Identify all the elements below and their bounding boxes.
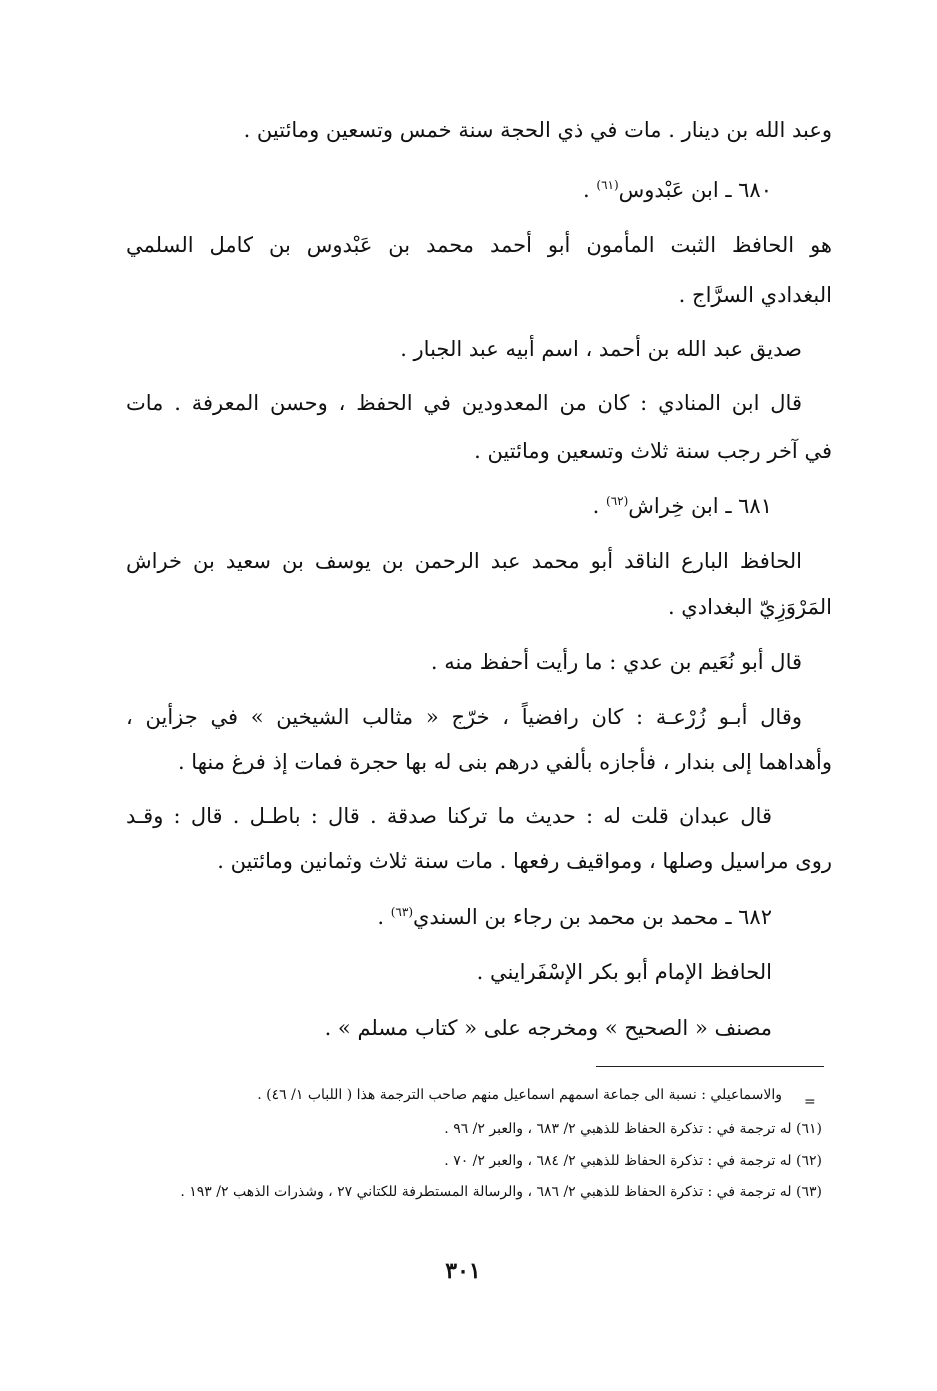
entry-title: ٦٨٢ ـ محمد بن محمد بن رجاء بن السندي xyxy=(413,905,772,929)
entry-heading-680 xyxy=(352,174,772,206)
text-line: صديق عبد الله بن أحمد ، اسم أبيه عبد الجبار . xyxy=(400,337,802,361)
text-line: المَرْوَزِيّ البغدادي . xyxy=(667,595,832,619)
footnote-line: (٦٢) له ترجمة في : تذكرة الحفاظ للذهبي ٢/ ٦٨٤ ، والعبر ٢/ ٧٠ . xyxy=(444,1153,822,1169)
footnote-line: والاسماعيلي : نسبة الى جماعة اسمهم اسماعيل منهم صاحب الترجمة هذا ( اللباب ١/ ٤٦) . xyxy=(257,1087,782,1103)
entry-heading-682 xyxy=(252,901,772,933)
text-line: البغدادي السرَّاج . xyxy=(678,283,832,307)
entry-title: ٦٨١ ـ ابن خِراش xyxy=(628,494,772,518)
text-line: قال أبو نُعَيم بن عدي : ما رأيت أحفظ منه . xyxy=(430,650,802,674)
text-line: مصنف « الصحيح » ومخرجه على « كتاب مسلم » . xyxy=(324,1016,772,1040)
entry-heading-681 xyxy=(352,490,772,522)
text-line: روى مراسيل وصلها ، ومواقيف رفعها . مات سنة ثلاث وثمانين ومائتين . xyxy=(217,849,832,873)
footnote-line: (٦١) له ترجمة في : تذكرة الحفاظ للذهبي ٢/ ٦٨٣ ، والعبر ٢/ ٩٦ . xyxy=(444,1121,822,1137)
footnote-divider xyxy=(596,1066,824,1067)
ref-tail: . xyxy=(583,178,597,202)
text-line: في آخر رجب سنة ثلاث وتسعين ومائتين . xyxy=(474,439,832,463)
footnote-ref: (٦٢) xyxy=(606,494,629,508)
text-line: قال ابن المنادي : كان من المعدودين في الحفظ ، وحسن المعرفة . مات xyxy=(126,391,802,415)
continuation-mark: = xyxy=(804,1094,816,1110)
footnote-ref: (٦٣) xyxy=(390,905,413,919)
ref-tail: . xyxy=(592,494,606,518)
footnote-line: (٦٣) له ترجمة في : تذكرة الحفاظ للذهبي ٢/ ٦٨٦ ، والرسالة المستطرفة للكتاني ٢٧ ، وشذرات الذهب ٢/ ١٩٣ . xyxy=(180,1184,822,1200)
text-line: وأهداهما إلى بندار ، فأجازه بألفي درهم بنى له بها حجرة فمات إذ فرغ منها . xyxy=(177,750,832,774)
footnote-ref: (٦١) xyxy=(596,178,619,192)
entry-title: ٦٨٠ ـ ابن عَبْدوس xyxy=(618,178,772,202)
text-line: هو الحافظ الثبت المأمون أبو أحمد محمد بن عَبْدوس بن كامل السلمي xyxy=(126,233,832,257)
text-line: الحافظ الإمام أبو بكر الإسْفَرايني . xyxy=(476,960,772,984)
ref-tail: . xyxy=(377,905,391,929)
page-number: ٣٠١ xyxy=(445,1258,481,1284)
text-line: وعبد الله بن دينار . مات في ذي الحجة سنة خمس وتسعين ومائتين . xyxy=(243,118,832,142)
text-line: وقال أبـو زُرْعـة : كان رافضياً ، خرّج « مثالب الشيخين » في جزأين ، xyxy=(126,705,802,729)
text-line: الحافظ البارع الناقد أبو محمد عبد الرحمن بن يوسف بن سعيد بن خراش xyxy=(126,549,802,573)
text-line: قال عبدان قلت له : حديث ما تركنا صدقة . قال : باطـل . قال : وقـد xyxy=(126,804,772,828)
